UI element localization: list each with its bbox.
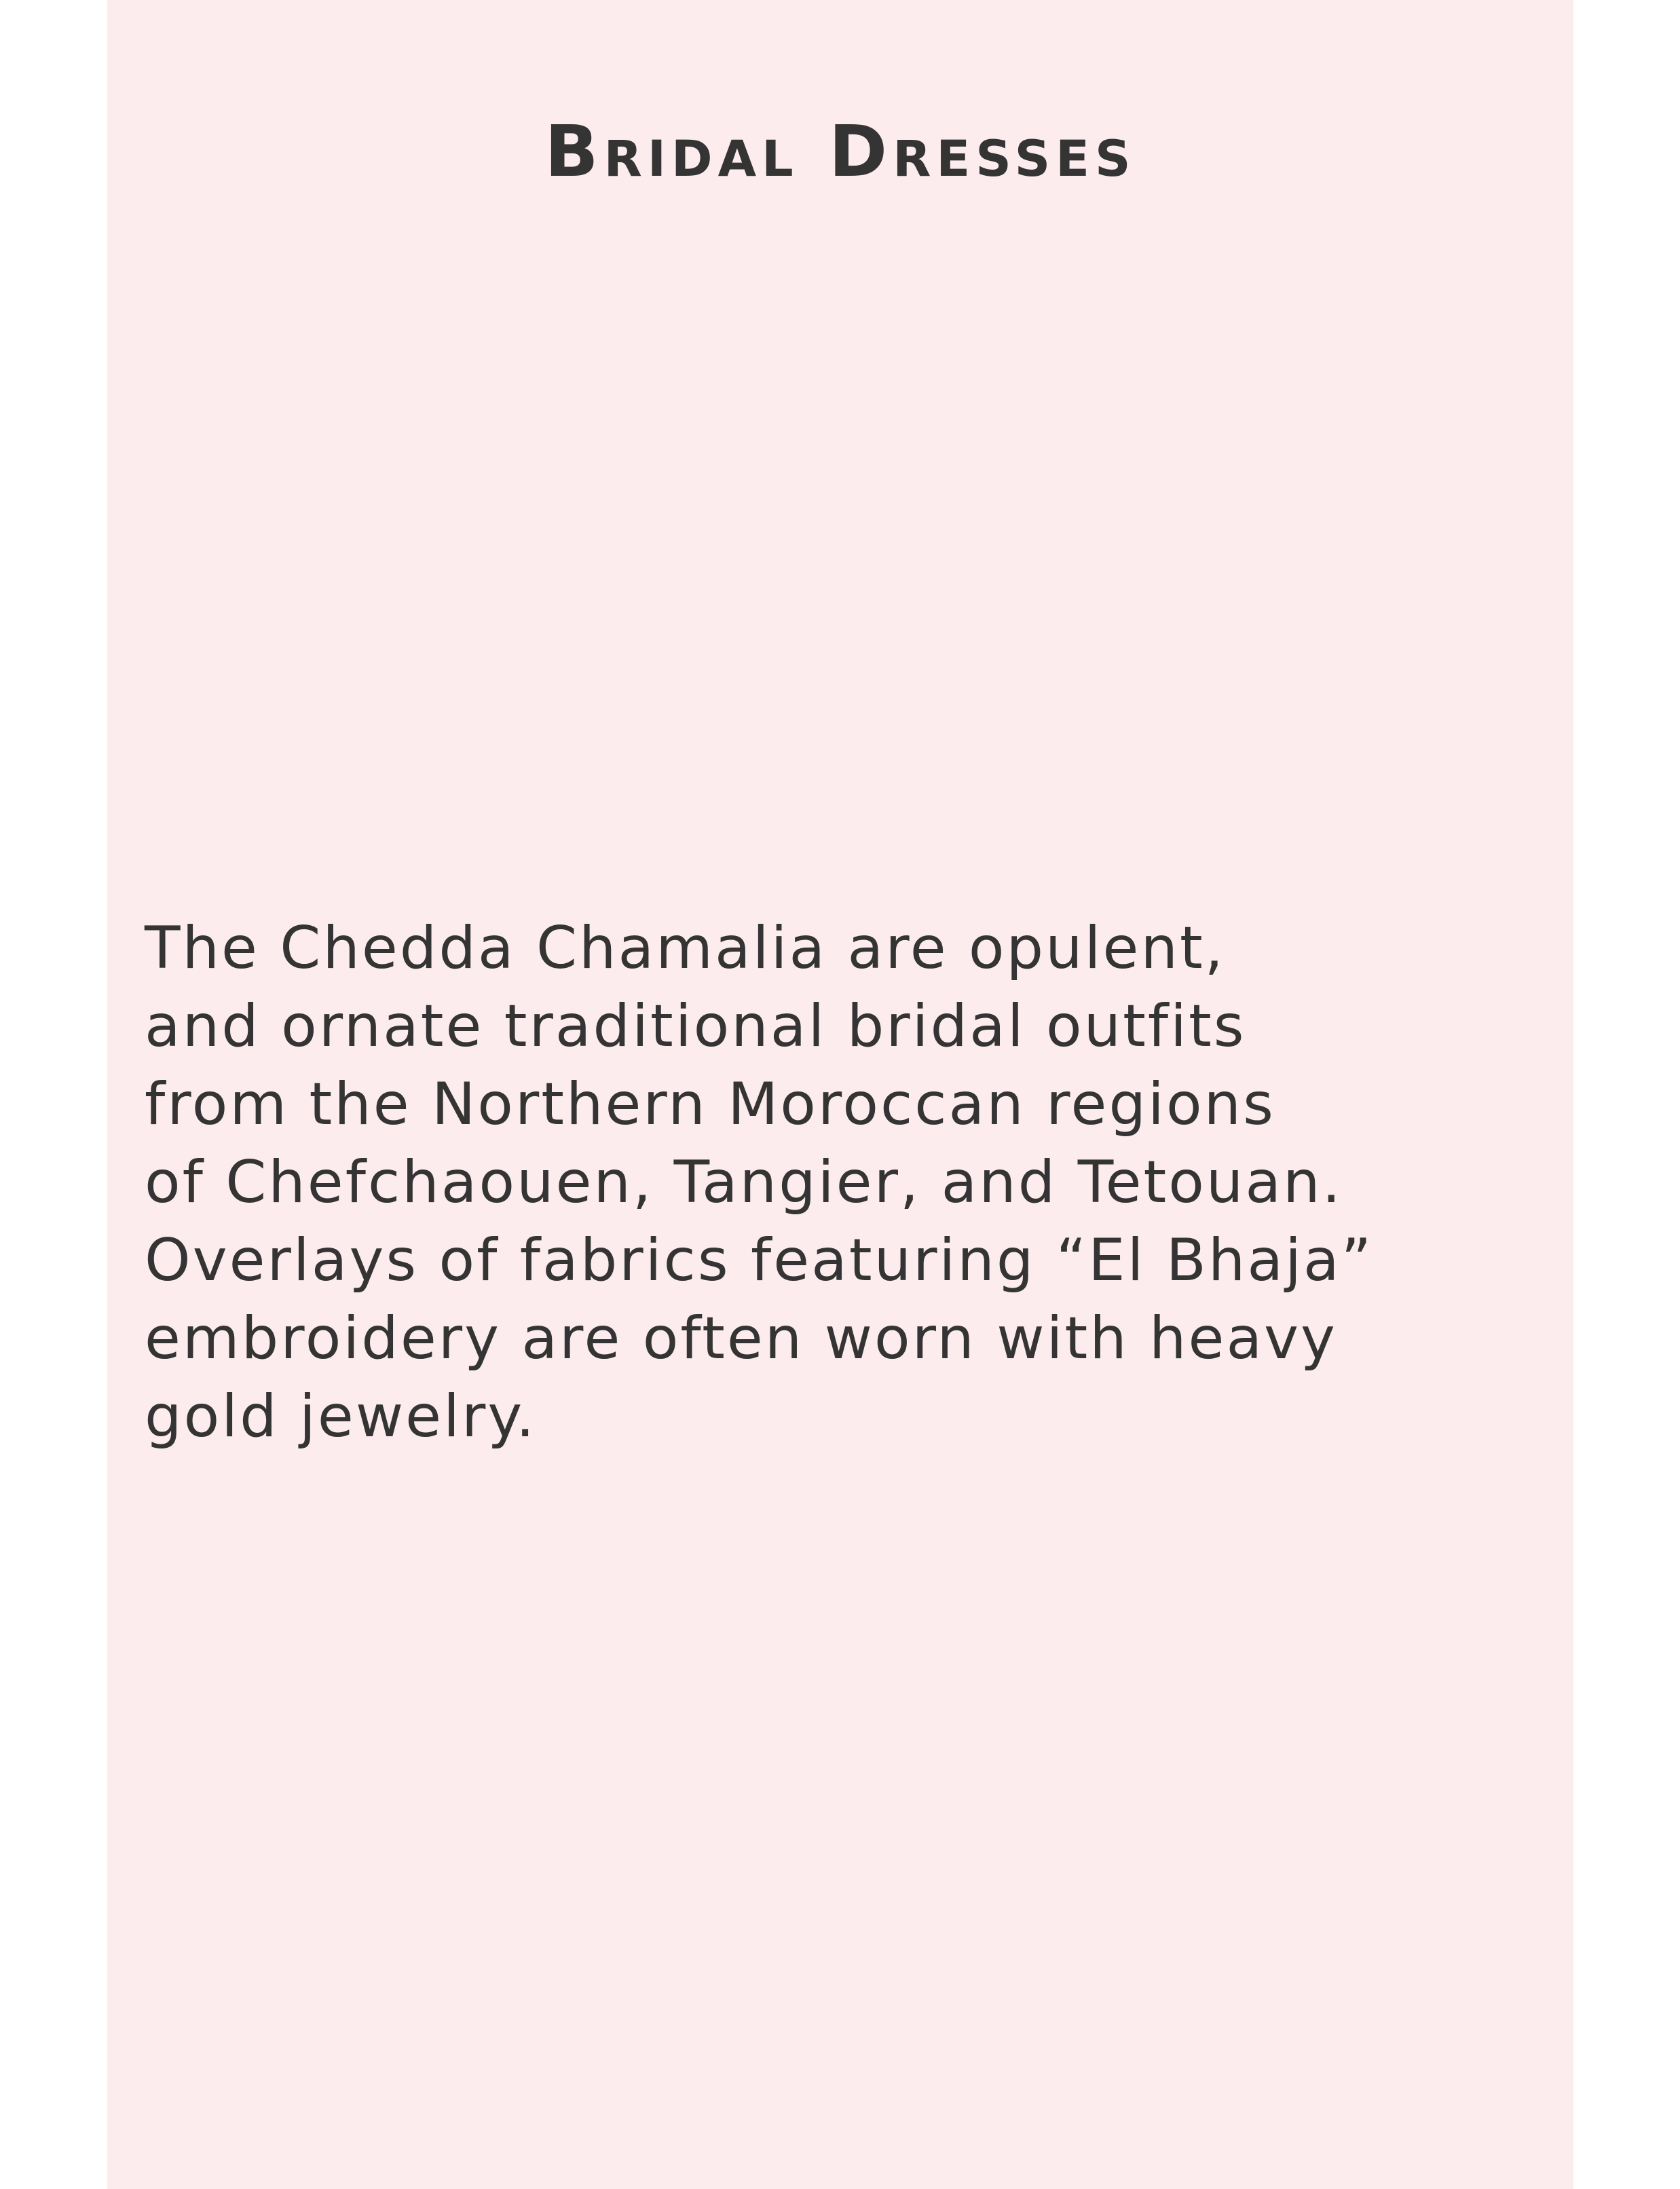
paragraph-line: embroidery are often worn with heavy: [145, 1305, 1337, 1372]
paragraph-line: Overlays of fabrics featuring “El Bhaja”: [145, 1227, 1374, 1294]
paragraph-line: from the Northern Moroccan regions: [145, 1070, 1275, 1138]
page-title: Bridal Dresses: [544, 110, 1136, 193]
paragraph-line: The Chedda Chamalia are opulent,: [145, 914, 1226, 982]
page-panel: [107, 0, 1573, 2189]
paragraph-line: gold jewelry.: [145, 1383, 537, 1451]
paragraph-line: of Chefchaouen, Tangier, and Tetouan.: [145, 1148, 1343, 1216]
description-paragraph: [145, 910, 1529, 1456]
paragraph-line: and ornate traditional bridal outfits: [145, 992, 1246, 1060]
